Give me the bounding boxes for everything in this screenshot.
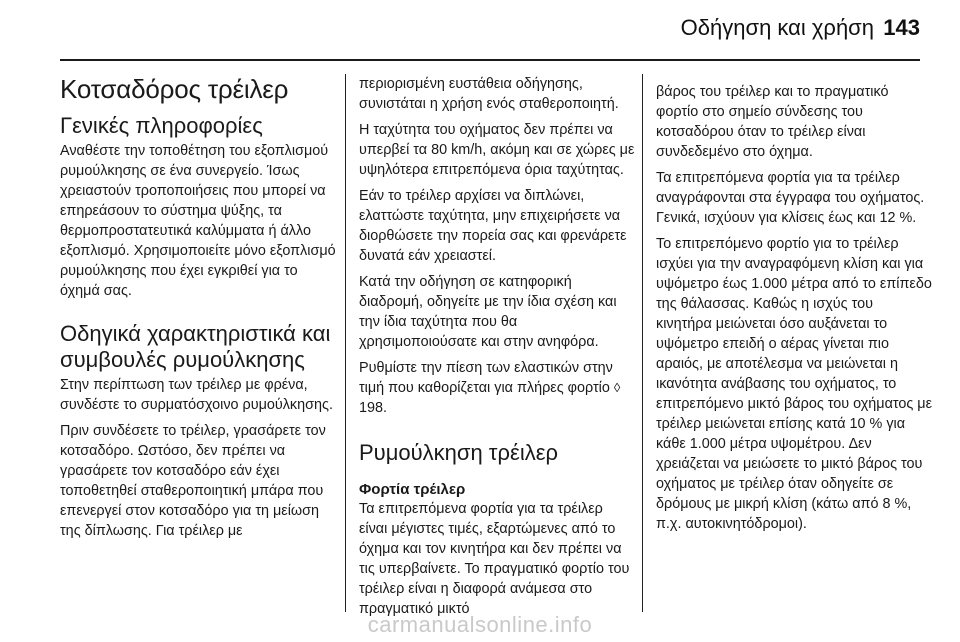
paragraph: Κατά την οδήγηση σε κατηφορική διαδρομή, οδηγείτε με την ίδια σχέση και την ίδια ταχύτητα που θα χρησιμοποιούσατε και στην ανηφόρα.: [359, 274, 617, 350]
paragraph: Πριν συνδέσετε το τρέιλερ, γρασάρετε τον κοτσαδόρο. Ωστόσο, δεν πρέπει να γρασάρετε τον κοτσαδόρο εάν έχει τοποθετηθεί σταθεροποιητική μπάρα που επενεργεί στον κοτσαδόρο για τη μείωση της δίπλωσης. Για τρέιλερ με: [60, 423, 326, 539]
paragraph-text: Ρυθμίστε την πίεση των ελαστικών στην τιμή που καθορίζεται για πλήρες φορτίο: [359, 360, 613, 396]
column-3: [656, 82, 932, 540]
subheading-trailer-loads: Φορτία τρέιλερ: [359, 481, 466, 498]
column-divider-2: [642, 74, 643, 612]
page-reference-icon: ◊: [613, 380, 621, 395]
paragraph: Στην περίπτωση των τρέιλερ με φρένα, συνδέστε το συρματόσχοινο ρυμούλκησης.: [60, 377, 333, 413]
paragraph: Τα επιτρεπόμενα φορτία για τα τρέιλερ είναι μέγιστες τιμές, εξαρτώμενες από το όχημα και τον κινητήρα και δεν πρέπει να τις υπερβαίνετε. Το πραγματικό φορτίο του τρέιλερ είναι η διαφορά ανάμεσα στο πραγματικό μικτό: [359, 501, 630, 617]
header-title: Οδήγηση και χρήση: [680, 15, 874, 40]
paragraph: Η ταχύτητα του οχήματος δεν πρέπει να υπερβεί τα 80 km/h, ακόμη και σε χώρες με υψηλότερα επιτρεπόμενα όρια ταχύτητας.: [359, 122, 635, 178]
page-number: 143: [883, 15, 920, 40]
page-reference-link[interactable]: 198.: [359, 400, 388, 416]
column-1: [60, 74, 336, 547]
watermark: carmanualsonline.info: [367, 612, 593, 637]
subsection-title-driving: Οδηγικά χαρακτηριστικά και συμβουλές ρυμούλκησης: [60, 321, 331, 372]
subsection-title-general: Γενικές πληροφορίες: [60, 113, 263, 138]
paragraph: βάρος του τρέιλερ και το πραγματικό φορτίο στο σημείο σύνδεσης του κοτσαδόρου όταν το τρέιλερ είναι συνδεδεμένο στο όχημα.: [656, 84, 889, 160]
column-divider-1: [345, 74, 346, 612]
section-title: Κοτσαδόρος τρέιλερ: [60, 74, 289, 104]
paragraph: περιορισμένη ευστάθεια οδήγησης, συνιστάται η χρήση ενός σταθεροποιητή.: [359, 76, 619, 112]
paragraph: Αναθέστε την τοποθέτηση του εξοπλισμού ρυμούλκησης σε ένα συνεργείο. Ίσως χρειαστούν τροποποιήσεις που μπορεί να επηρεάσουν το σύστημα ψύξης, τα θερμοπροστατευτικά καλύμματα ή άλλο εξοπλισμό. Χρησιμοποιείτε μόνο εξοπλισμό ρυμούλκησης που έχει εγκριθεί για το όχημά σας.: [60, 143, 336, 299]
paragraph: Εάν το τρέιλερ αρχίσει να διπλώνει, ελαττώστε ταχύτητα, μην επιχειρήσετε να διορθώσετε την πορεία σας και φρενάρετε δυνατά εάν χρειαστεί.: [359, 188, 627, 264]
subsection-title-towing: Ρυμούλκηση τρέιλερ: [359, 440, 559, 465]
paragraph-tyre-pressure: [359, 358, 635, 418]
paragraph: Το επιτρεπόμενο φορτίο για το τρέιλερ ισχύει για την αναγραφόμενη κλίση και για υψόμετρο έως 1.000 μέτρα από το επίπεδο της θάλασσας. Καθώς η ισχύς του κινητήρα μειώνεται όσο αυξάνεται το υψόμετρο επειδή ο αέρας γίνεται πιο αραιός, με αποτέλεσμα να μειώνεται η ικανότητα ανάβασης του οχήματος, το επιτρεπόμενο μικτό βάρος του οχήματος με τρέιλερ μειώνεται επίσης κατά 10 % για κάθε 1.000 μέτρα υψομέτρου. Δεν χρειάζεται να μειώσετε το μικτό βάρος του οχήματος με τρέιλερ όταν οδηγείτε σε δρόμους με μικρή κλίση (κάτω από 8 %, π.χ. αυτοκινητόδρομοι).: [656, 236, 933, 532]
paragraph: Τα επιτρεπόμενα φορτία για τα τρέιλερ αναγράφονται στα έγγραφα του οχήματος. Γενικά, ισχύουν για κλίσεις έως και 12 %.: [656, 170, 925, 226]
page-header: [0, 0, 960, 60]
header-rule: [60, 59, 920, 61]
column-2: [359, 74, 635, 625]
